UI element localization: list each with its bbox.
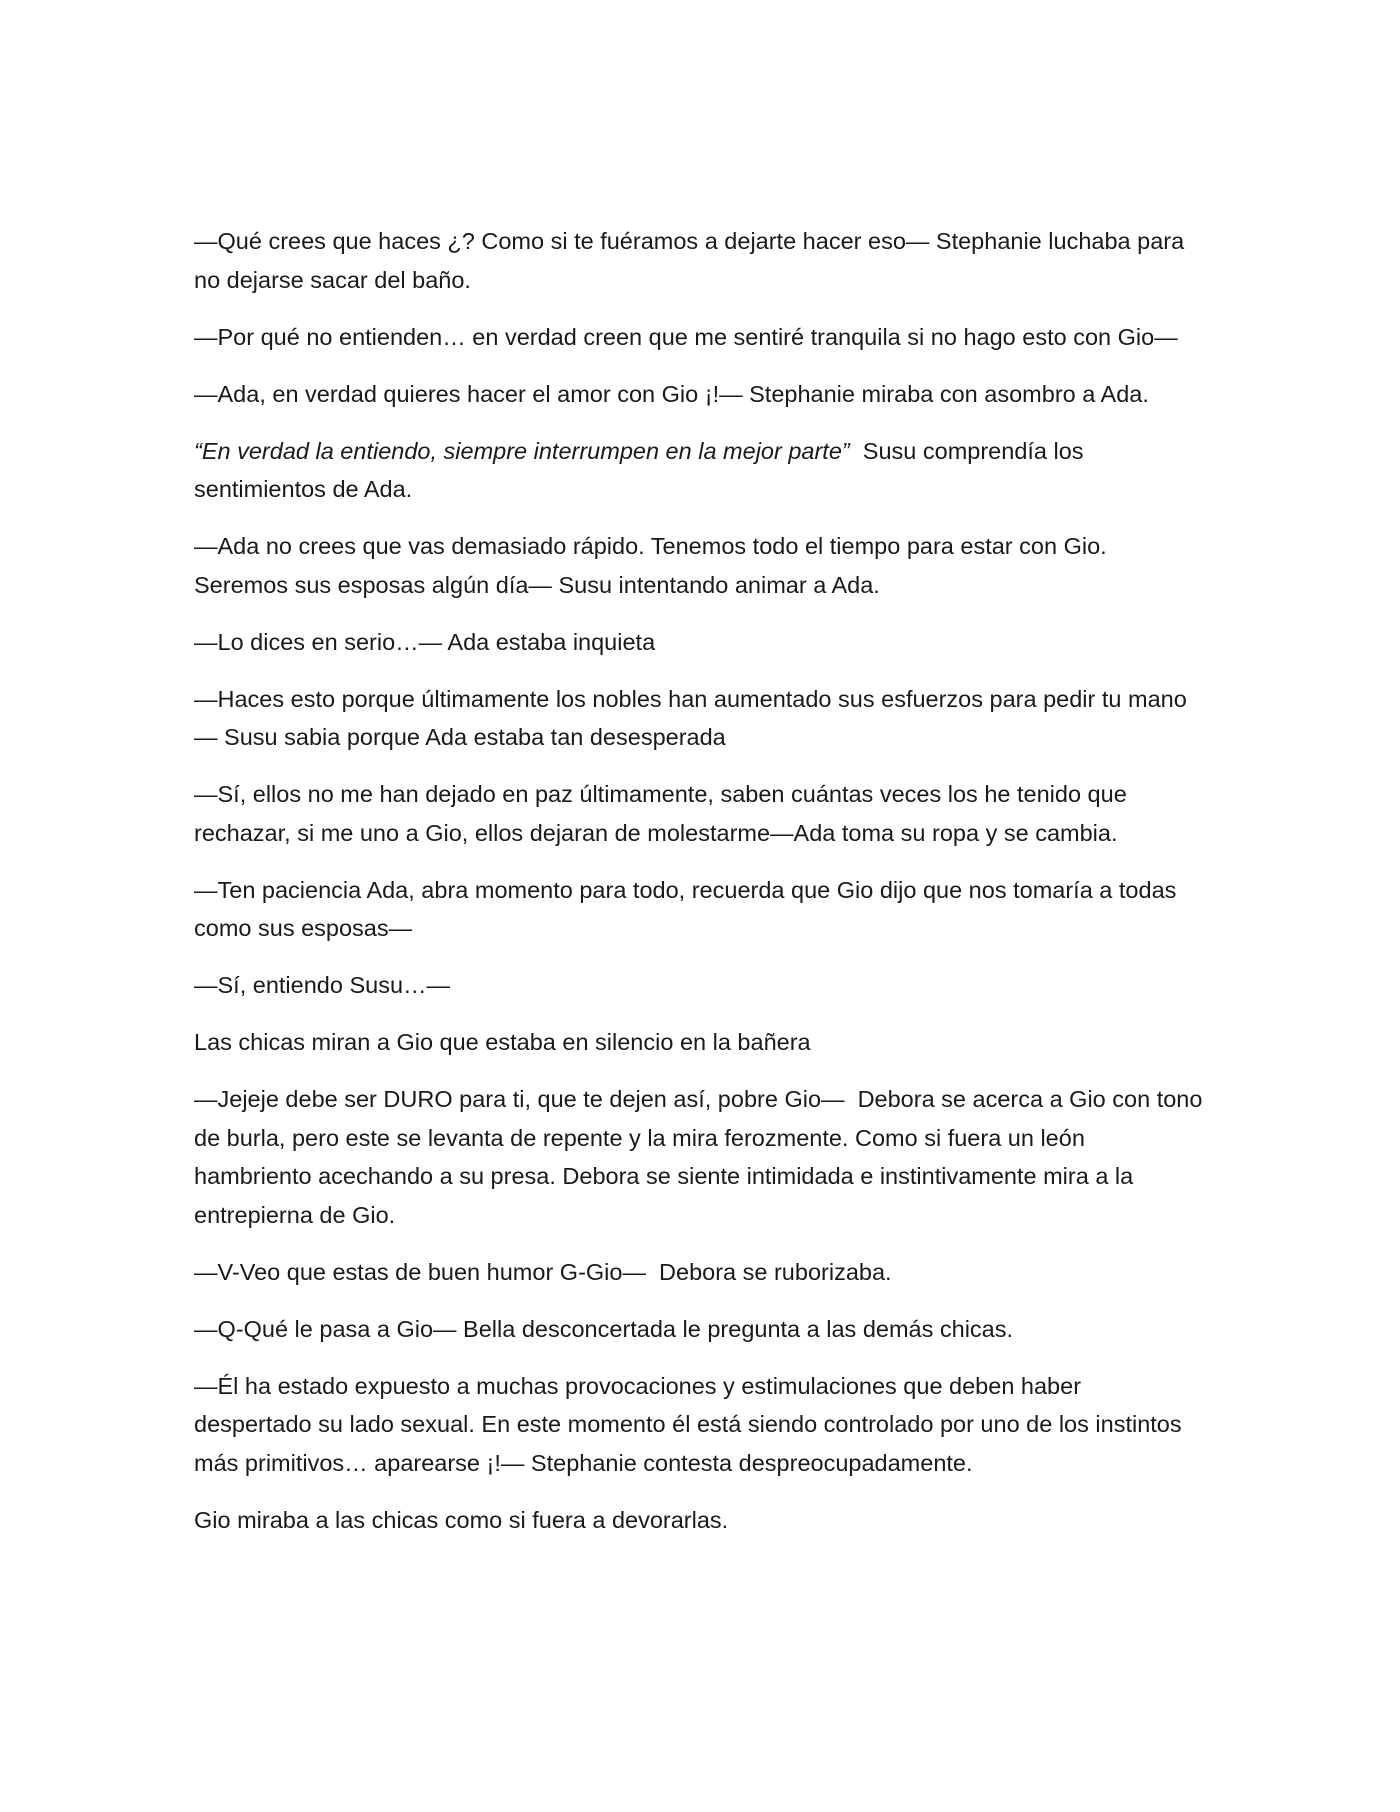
paragraph: [194, 623, 1204, 662]
paragraph: [194, 775, 1204, 852]
paragraph: [194, 680, 1204, 757]
paragraph: [194, 1253, 1204, 1292]
paragraph-text: —Por qué no entienden… en verdad creen que me sentiré tranquila si no hago esto con Gio—: [194, 323, 1178, 350]
paragraph-text: Las chicas miran a Gio que estaba en silencio en la bañera: [194, 1029, 811, 1055]
paragraph-text: —Ada no crees que vas demasiado rápido. Tenemos todo el tiempo para estar con Gio. Seremos sus esposas algún día— Susu intentando animar a Ada.: [194, 533, 1107, 598]
paragraph-text: Gio miraba a las chicas como si fuera a devorarlas.: [194, 1506, 729, 1533]
paragraph-text: —Ten paciencia Ada, abra momento para todo, recuerda que Gio dijo que nos tomaría a todas como sus esposas—: [194, 876, 1177, 941]
paragraph: [194, 1310, 1204, 1349]
paragraph: [194, 1023, 1204, 1062]
paragraph-text: —Q-Qué le pasa a Gio— Bella desconcertada le pregunta a las demás chicas.: [194, 1315, 1014, 1342]
paragraph: [194, 871, 1204, 948]
paragraph: [194, 318, 1204, 357]
paragraph-text: —Sí, entiendo Susu…—: [194, 972, 451, 998]
paragraph: [194, 1367, 1204, 1483]
paragraph-text: —Él ha estado expuesto a muchas provocaciones y estimulaciones que deben haber despertado su lado sexual. En este momento él está siendo controlado por uno de los instintos más primitivos… aparearse ¡!— Stephanie contesta despreocupadamente.: [194, 1372, 1182, 1476]
paragraph: [194, 375, 1204, 414]
italic-thought: “En verdad la entiendo, siempre interrumpen en la mejor parte”: [194, 437, 850, 464]
paragraph: [194, 966, 1204, 1005]
paragraph: [194, 1501, 1204, 1540]
paragraph-text: —Sí, ellos no me han dejado en paz últimamente, saben cuántas veces los he tenido que rechazar, si me uno a Gio, ellos dejaran de molestarme—Ada toma su ropa y se cambia.: [194, 781, 1127, 846]
paragraph-text: —Ada, en verdad quieres hacer el amor con Gio ¡!— Stephanie miraba con asombro a Ada.: [194, 380, 1149, 407]
paragraph: [194, 527, 1204, 604]
paragraph-text: —Lo dices en serio…— Ada estaba inquieta: [194, 628, 656, 655]
paragraph-text: —Haces esto porque últimamente los nobles han aumentado sus esfuerzos para pedir tu mano— Susu sabia porque Ada estaba tan desesperada: [194, 685, 1187, 750]
paragraph: [194, 1080, 1209, 1234]
body-text: [194, 222, 1209, 1558]
paragraph-text: —Jejeje debe ser DURO para ti, que te dejen así, pobre Gio— Debora se acerca a Gio con tono de burla, pero este se levanta de repente y la mira ferozmente. Como si fuera un león hambriento acechando a su presa. Debora se siente intimidada e instintivamente mira a la entrepierna de Gio.: [194, 1086, 1209, 1228]
paragraph-text: Susu comprendía los sentimientos de Ada.: [194, 437, 1091, 502]
paragraph-text: —V-Veo que estas de buen humor G-Gio— Debora se ruborizaba.: [194, 1258, 892, 1285]
paragraph: [194, 432, 1204, 509]
paragraph-text: —Qué crees que haces ¿? Como si te fuéramos a dejarte hacer eso— Stephanie luchaba para no dejarse sacar del baño.: [194, 228, 1185, 293]
paragraph: [194, 222, 1204, 299]
